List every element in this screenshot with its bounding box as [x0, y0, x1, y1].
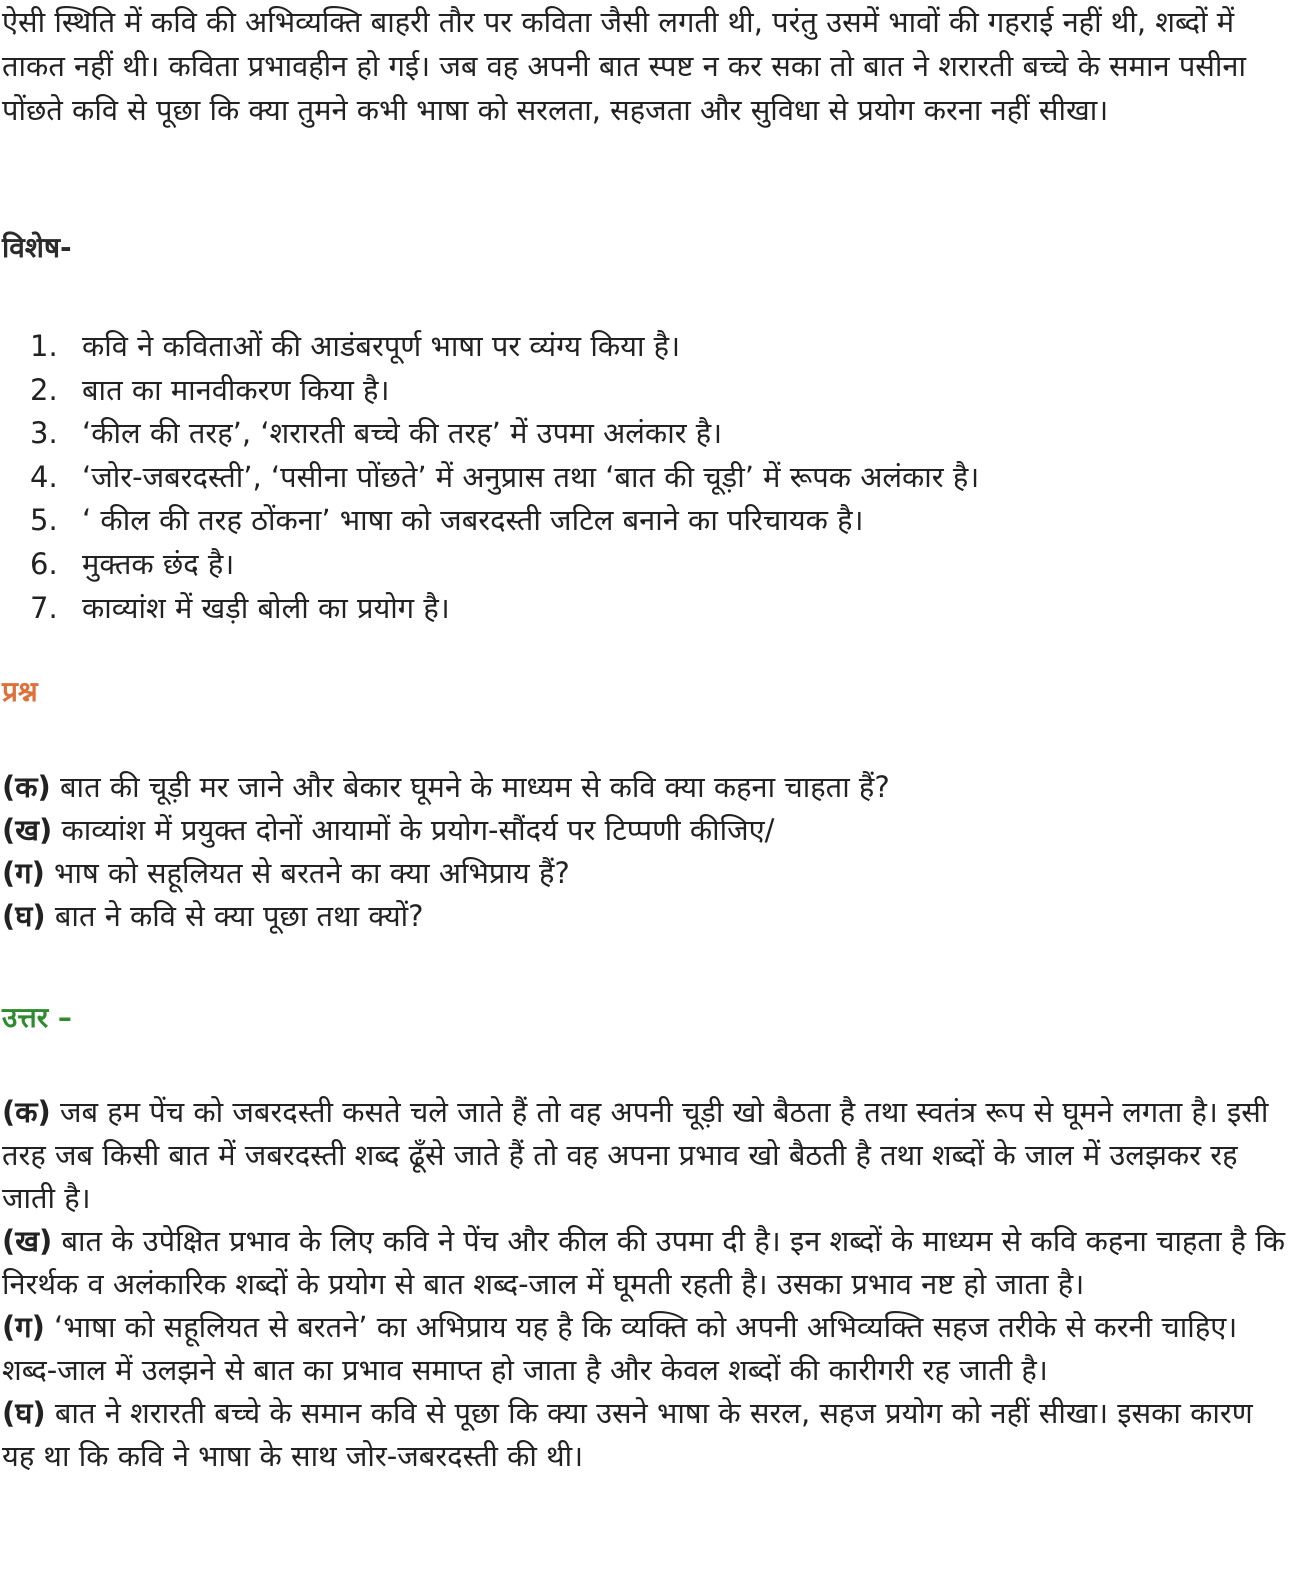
- list-item: 7. काव्यांश में खड़ी बोली का प्रयोग है।: [30, 590, 450, 625]
- answer-item: (ग) ‘भाषा को सहूलियत से बरतने’ का अभिप्राय यह है कि व्यक्ति को अपनी अभिव्यक्ति सहज तरीके से करनी चाहिए। शब्द-जाल में उलझने से बात का प्रभाव समाप्त हो जाता है और केवल शब्दों की कारीगरी रह जाती है।: [2, 1310, 1238, 1387]
- list-item: 4. ‘जोर-जबरदस्ती’, ‘पसीना पोंछते’ में अनुप्रास तथा ‘बात की चूड़ी’ में रूपक अलंकार है।: [30, 459, 980, 494]
- answer-item: (ख) बात के उपेक्षित प्रभाव के लिए कवि ने पेंच और कील की उपमा दी है। इन शब्दों के माध्यम से कवि कहना चाहता है कि निरर्थक व अलंकारिक शब्दों के प्रयोग से बात शब्द-जाल में घूमती रहती है। उसका प्रभाव नष्ट हो जाता है।: [2, 1224, 1286, 1301]
- list-item: 3. ‘कील की तरह’, ‘शरारती बच्चे की तरह’ में उपमा अलंकार है।: [30, 416, 723, 451]
- uttar-list: [2, 1091, 1287, 1478]
- prashna-heading: प्रश्न: [2, 675, 38, 708]
- answer-item: (क) जब हम पेंच को जबरदस्ती कसते चले जाते हैं तो वह अपनी चूड़ी खो बैठता है तथा स्वतंत्र रूप से घूमने लगता है। इसी तरह जब किसी बात में जबरदस्ती शब्द ढूँसे जाते हैं तो वह अपना प्रभाव खो बैठती है तथा शब्दों के जाल में उलझकर रह जाती है।: [2, 1095, 1269, 1215]
- question-item: (ख) काव्यांश में प्रयुक्त दोनों आयामों के प्रयोग-सौंदर्य पर टिप्पणी कीजिए/: [2, 813, 775, 847]
- question-item: (घ) बात ने कवि से क्या पूछा तथा क्यों?: [2, 899, 424, 933]
- intro-paragraph: ऐसी स्थिति में कवि की अभिव्यक्ति बाहरी तौर पर कविता जैसी लगती थी, परंतु उसमें भावों की गहराई नहीं थी, शब्दों में ताकत नहीं थी। कविता प्रभावहीन हो गई। जब वह अपनी बात स्पष्ट न कर सका तो बात ने शरारती बच्चे के समान पसीना पोंछते कवि से पूछा कि क्या तुमने कभी भाषा को सरलता, सहजता और सुविधा से प्रयोग करना नहीं सीखा।: [2, 5, 1247, 127]
- prashna-list: [2, 766, 1287, 938]
- uttar-heading: उत्तर –: [2, 1001, 72, 1034]
- list-item: 2. बात का मानवीकरण किया है।: [30, 372, 390, 407]
- vishesh-list: [30, 325, 1270, 630]
- question-item: (क) बात की चूड़ी मर जाने और बेकार घूमने के माध्यम से कवि क्या कहना चाहता हैं?: [2, 770, 890, 804]
- question-item: (ग) भाष को सहूलियत से बरतने का क्या अभिप्राय हैं?: [2, 856, 570, 890]
- answer-item: (घ) बात ने शरारती बच्चे के समान कवि से पूछा कि क्या उसने भाषा के सरल, सहज प्रयोग को नहीं सीखा। इसका कारण यह था कि कवि ने भाषा के साथ जोर-जबरदस्ती की थी।: [2, 1396, 1253, 1473]
- list-item: 1. कवि ने कविताओं की आडंबरपूर्ण भाषा पर व्यंग्य किया है।: [30, 329, 681, 363]
- list-item: 5. ‘ कील की तरह ठोंकना’ भाषा को जबरदस्ती जटिल बनाने का परिचायक है।: [30, 503, 864, 538]
- vishesh-heading: विशेष-: [2, 231, 72, 264]
- list-item: 6. मुक्तक छंद है।: [30, 546, 235, 581]
